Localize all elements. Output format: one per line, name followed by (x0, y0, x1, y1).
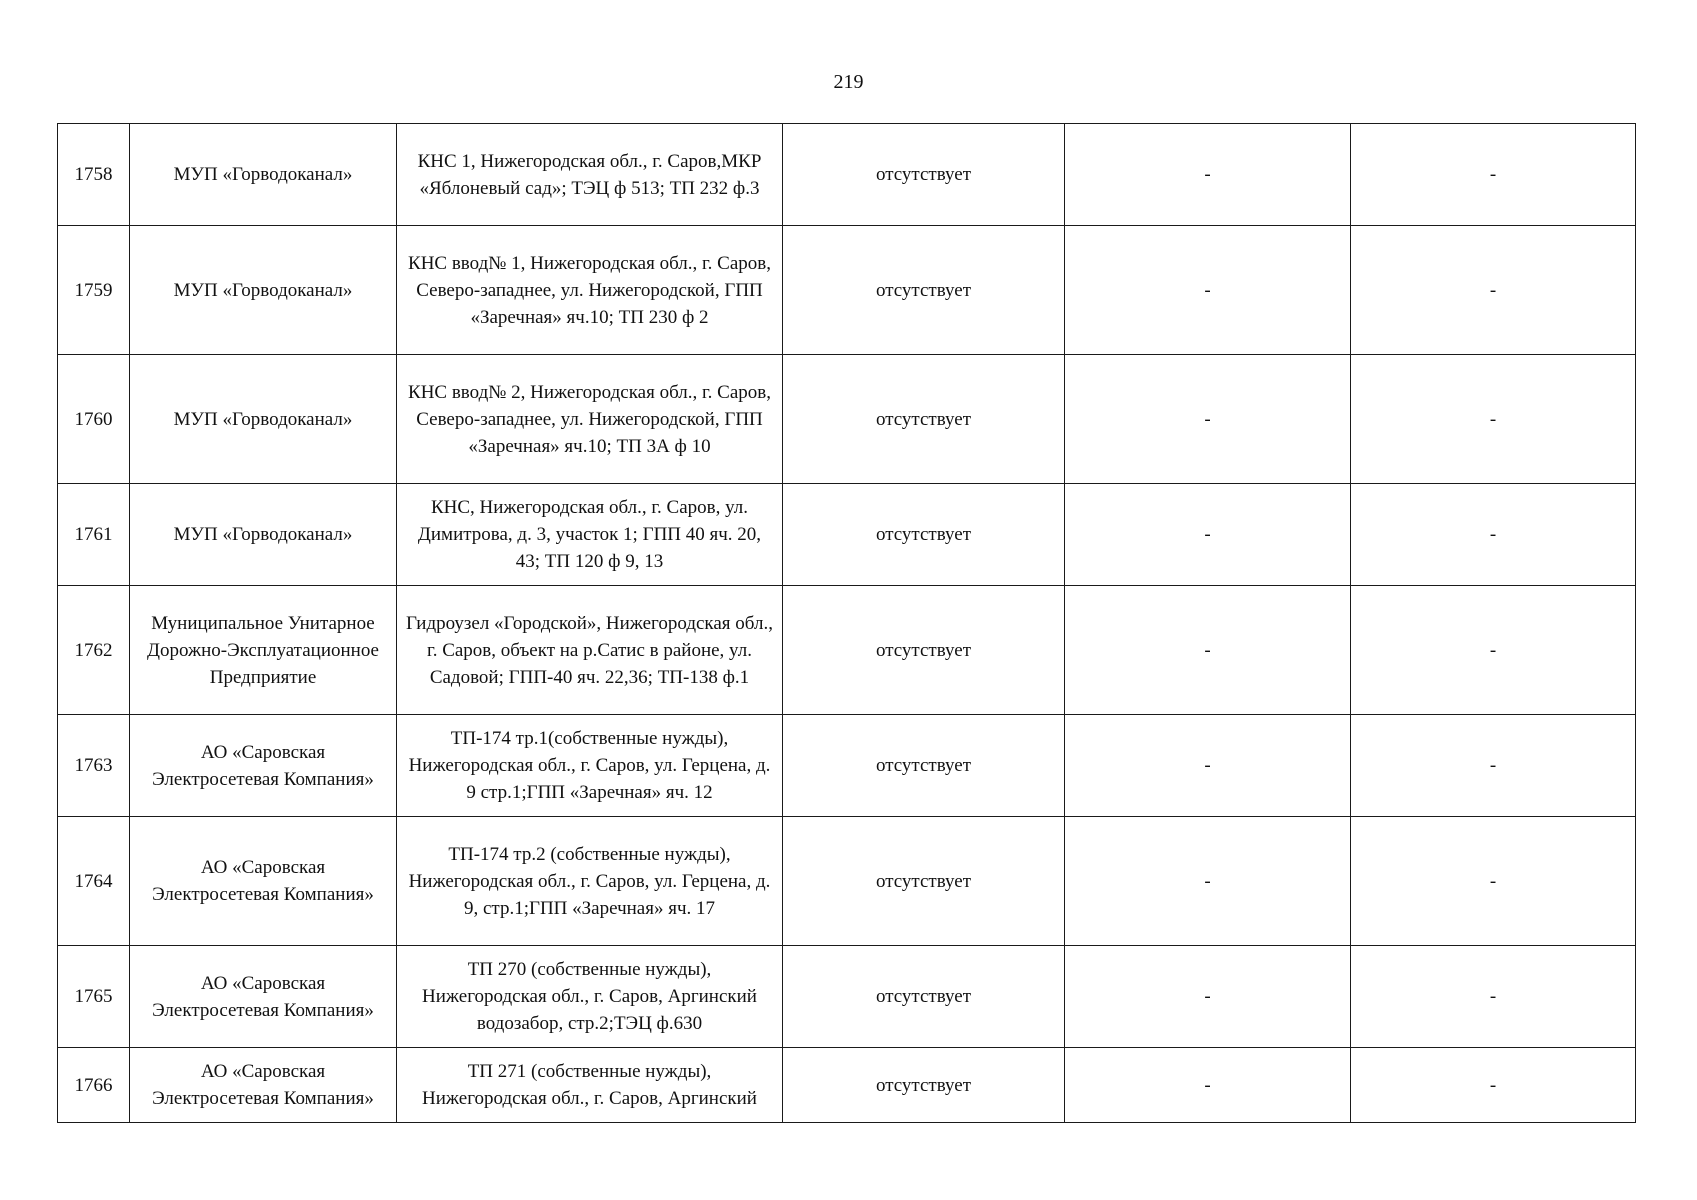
organization-cell: АО «Саровская Электросетевая Компания» (130, 1048, 397, 1123)
table-row (58, 124, 1636, 226)
empty-value-cell: - (1351, 355, 1636, 484)
organization-cell: МУП «Горводоканал» (130, 484, 397, 586)
status-cell: отсутствует (783, 355, 1065, 484)
row-number-cell: 1759 (58, 226, 130, 355)
row-number-cell: 1758 (58, 124, 130, 226)
empty-value-cell: - (1351, 1048, 1636, 1123)
empty-value-cell: - (1351, 817, 1636, 946)
object-cell: ТП-174 тр.1(собственные нужды), Нижегородская обл., г. Саров, ул. Герцена, д. 9 стр.1;ГПП «Заречная» яч. 12 (397, 715, 783, 817)
object-cell: КНС, Нижегородская обл., г. Саров, ул. Димитрова, д. 3, участок 1; ГПП 40 яч. 20, 43; ТП 120 ф 9, 13 (397, 484, 783, 586)
empty-value-cell: - (1065, 946, 1351, 1048)
empty-value-cell: - (1351, 586, 1636, 715)
table-row (58, 586, 1636, 715)
registry-table (57, 123, 1636, 1123)
status-cell: отсутствует (783, 226, 1065, 355)
row-number-cell: 1765 (58, 946, 130, 1048)
empty-value-cell: - (1351, 226, 1636, 355)
status-cell: отсутствует (783, 817, 1065, 946)
empty-value-cell: - (1065, 1048, 1351, 1123)
empty-value-cell: - (1065, 484, 1351, 586)
organization-cell: МУП «Горводоканал» (130, 124, 397, 226)
object-cell: ТП-174 тр.2 (собственные нужды), Нижегородская обл., г. Саров, ул. Герцена, д. 9, стр.1;ГПП «Заречная» яч. 17 (397, 817, 783, 946)
object-cell: Гидроузел «Городской», Нижегородская обл., г. Саров, объект на р.Сатис в районе, ул. Садовой; ГПП-40 яч. 22,36; ТП-138 ф.1 (397, 586, 783, 715)
row-number-cell: 1763 (58, 715, 130, 817)
table-row (58, 817, 1636, 946)
status-cell: отсутствует (783, 124, 1065, 226)
empty-value-cell: - (1065, 226, 1351, 355)
row-number-cell: 1764 (58, 817, 130, 946)
organization-cell: Муниципальное Унитарное Дорожно-Эксплуатационное Предприятие (130, 586, 397, 715)
status-cell: отсутствует (783, 1048, 1065, 1123)
object-cell: ТП 270 (собственные нужды), Нижегородская обл., г. Саров, Аргинский водозабор, стр.2;ТЭЦ ф.630 (397, 946, 783, 1048)
object-cell: КНС 1, Нижегородская обл., г. Саров,МКР «Яблоневый сад»; ТЭЦ ф 513; ТП 232 ф.3 (397, 124, 783, 226)
object-cell: ТП 271 (собственные нужды), Нижегородская обл., г. Саров, Аргинский (397, 1048, 783, 1123)
empty-value-cell: - (1065, 817, 1351, 946)
status-cell: отсутствует (783, 715, 1065, 817)
empty-value-cell: - (1065, 355, 1351, 484)
object-cell: КНС ввод№ 1, Нижегородская обл., г. Саров, Северо-западнее, ул. Нижегородской, ГПП «Заречная» яч.10; ТП 230 ф 2 (397, 226, 783, 355)
empty-value-cell: - (1065, 715, 1351, 817)
row-number-cell: 1760 (58, 355, 130, 484)
empty-value-cell: - (1065, 586, 1351, 715)
object-cell: КНС ввод№ 2, Нижегородская обл., г. Саров, Северо-западнее, ул. Нижегородской, ГПП «Заречная» яч.10; ТП 3А ф 10 (397, 355, 783, 484)
empty-value-cell: - (1065, 124, 1351, 226)
table-row (58, 1048, 1636, 1123)
row-number-cell: 1762 (58, 586, 130, 715)
organization-cell: МУП «Горводоканал» (130, 226, 397, 355)
table-row (58, 946, 1636, 1048)
page-number: 219 (833, 71, 864, 93)
organization-cell: МУП «Горводоканал» (130, 355, 397, 484)
row-number-cell: 1761 (58, 484, 130, 586)
status-cell: отсутствует (783, 586, 1065, 715)
row-number-cell: 1766 (58, 1048, 130, 1123)
organization-cell: АО «Саровская Электросетевая Компания» (130, 946, 397, 1048)
table-row (58, 355, 1636, 484)
organization-cell: АО «Саровская Электросетевая Компания» (130, 715, 397, 817)
status-cell: отсутствует (783, 484, 1065, 586)
table-row (58, 484, 1636, 586)
table-row (58, 226, 1636, 355)
table-row (58, 715, 1636, 817)
status-cell: отсутствует (783, 946, 1065, 1048)
empty-value-cell: - (1351, 946, 1636, 1048)
organization-cell: АО «Саровская Электросетевая Компания» (130, 817, 397, 946)
empty-value-cell: - (1351, 124, 1636, 226)
empty-value-cell: - (1351, 715, 1636, 817)
empty-value-cell: - (1351, 484, 1636, 586)
